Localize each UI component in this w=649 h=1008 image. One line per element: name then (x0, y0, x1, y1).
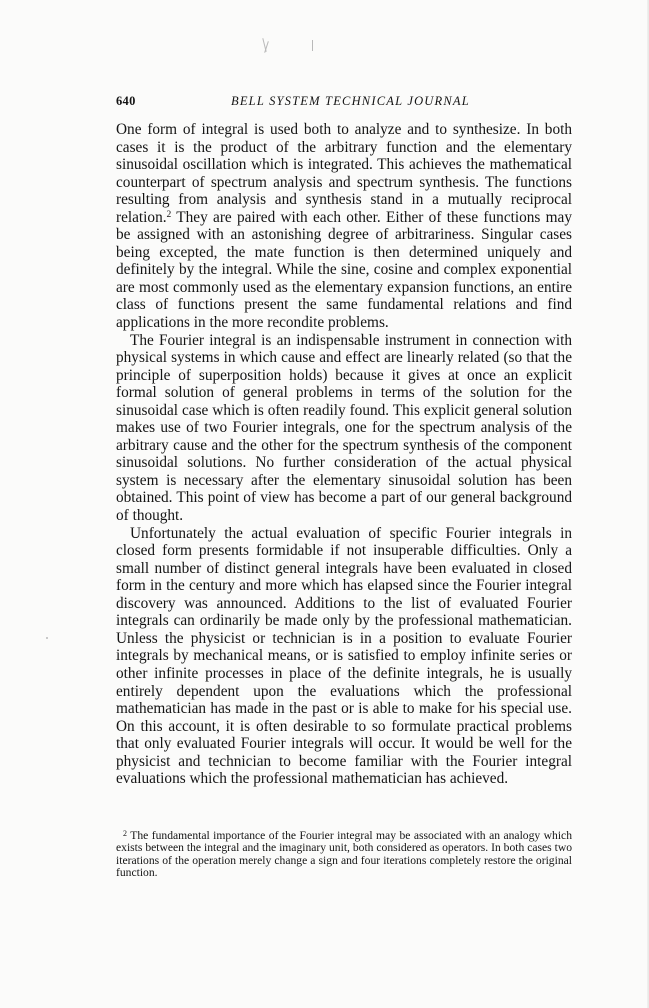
paragraph (116, 121, 572, 332)
running-head: BELL SYSTEM TECHNICAL JOURNAL (231, 94, 470, 108)
footnote-text: The fundamental importance of the Fourier integral may be associated with an analogy which exists between the integral and the imaginary unit, both considered as operators. In both cases two iterations of the operation merely change a sign and four iterations completely restore the original function. (116, 829, 572, 880)
page-header (116, 93, 572, 109)
footnote-reference: 2 (166, 209, 172, 220)
paragraph-text: They are paired with each other. Either of these functions may be assigned with an astonishing degree of arbitrariness. Singular cases being excepted, the mate function is then determined uniquely and definitely by the integral. While the sine, cosine and complex exponential are most commonly used as the elementary expansion functions, an entire class of functions present the same fundamental relations and find applications in the more recondite problems. (116, 208, 572, 332)
paragraph: The Fourier integral is an indispensable instrument in connection with physical systems in which cause and effect are linearly related (so that the principle of superposition holds) because it gives at once an explicit formal solution of general problems in terms of the solution for the sinusoidal case which is often readily found. This explicit general solution makes use of two Fourier integrals, one for the spectrum analysis of the arbitrary cause and the other for the spectrum synthesis of the component sinusoidal solutions. No further consideration of the actual physical system is necessary after the elementary sinusoidal solution has been obtained. This point of view has become a part of our general background of thought. (116, 331, 572, 525)
paragraph-text: One form of integral is used both to analyze and to synthesize. In both cases it is the product of the arbitrary function and the elementary sinusoidal oscillation which is integrated. This achieves the mathematical counterpart of spectrum analysis and spectrum synthesis. The functions resulting from analysis and synthesis stand in a mutually reciprocal relation. (116, 121, 572, 226)
footnote (116, 830, 572, 880)
body-text (116, 121, 572, 788)
paragraph: Unfortunately the actual evaluation of specific Fourier integrals in closed form presents formidable if not insuperable difficulties. Only a small number of distinct general integrals have been evaluated in closed form in the century and more which has elapsed since the Fourier integral discovery was announced. Additions to the list of evaluated Fourier integrals can ordinarily be made only by the professional mathematician. Unless the physicist or technician is in a position to evaluate Fourier integrals by mechanical means, or is satisfied to employ infinite series or other infinite processes in place of the definite integrals, he is usually entirely dependent upon the evaluations which the professional mathematician has made in the past or is able to make for his special use. On this account, it is often desirable to so formulate practical problems that only evaluated Fourier integrals will occur. It would be well for the physicist and technician to become familiar with the Fourier integral evaluations which the professional mathematician has achieved. (116, 524, 572, 788)
scan-mark (312, 40, 313, 51)
page-number: 640 (116, 94, 136, 108)
footnote-mark: 2 (123, 829, 127, 838)
scan-mark (46, 637, 48, 639)
